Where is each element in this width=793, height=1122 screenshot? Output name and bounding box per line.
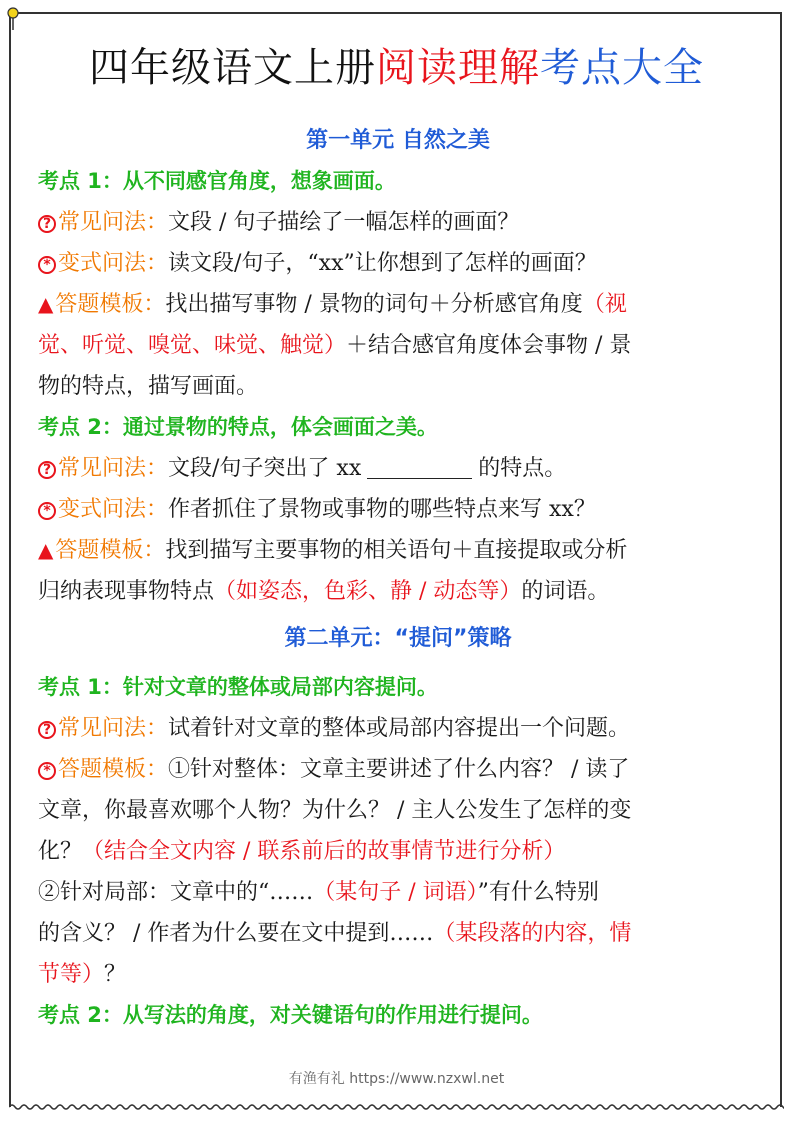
template-red: （某段落的内容，情	[433, 921, 632, 946]
template-label: 答题模板：	[58, 757, 169, 782]
variant-text: 作者抓住了景物或事物的哪些特点来写 xx？	[168, 497, 596, 522]
unit2-kd1-common	[38, 708, 758, 749]
template-red: （结合全文内容 / 联系前后的故事情节进行分析）	[82, 839, 566, 864]
unit1-kd1-variant	[38, 243, 758, 284]
template-text: ①针对整体：文章主要讲述了什么内容？ / 读了	[168, 757, 630, 782]
title-part-blue: 考点大全	[540, 45, 704, 91]
common-label: 常见问法：	[58, 456, 169, 481]
variant-label: 变式问法：	[58, 497, 169, 522]
content	[38, 120, 758, 1036]
page-title	[0, 38, 793, 98]
question-circle-icon: ?	[38, 461, 56, 479]
title-part-black: 四年级语文上册	[89, 45, 376, 91]
template-label: 答题模板：	[55, 538, 166, 563]
unit1-heading: 第一单元 自然之美	[306, 128, 490, 153]
unit2-kd2-heading: 考点 2：从写法的角度，对关键语句的作用进行提问。	[38, 1003, 543, 1027]
template-red: 觉、听觉、嗅觉、味觉、触觉）	[38, 333, 347, 358]
template-label: 答题模板：	[55, 292, 166, 317]
unit2-kd1-template	[38, 749, 758, 995]
triangle-icon: ▲	[38, 292, 54, 316]
star-circle-icon: *	[38, 762, 56, 780]
template-text: ②针对局部：文章中的“……	[38, 880, 314, 905]
template-red: （某句子 / 词语）	[313, 880, 478, 905]
template-text: 找到描写主要事物的相关语句＋直接提取或分析	[165, 538, 628, 563]
unit2-heading: 第二单元：“提问”策略	[284, 626, 512, 651]
unit1-kd1-common	[38, 202, 758, 243]
template-text: 的词语。	[521, 579, 610, 604]
unit1-kd1-heading: 考点 1：从不同感官角度，想象画面。	[38, 169, 396, 193]
title-part-red: 阅读理解	[376, 45, 540, 91]
template-red: 节等）	[38, 962, 105, 987]
unit2-kd1-heading: 考点 1：针对文章的整体或局部内容提问。	[38, 675, 438, 699]
pushpin-icon	[4, 6, 22, 32]
common-label: 常见问法：	[58, 716, 169, 741]
template-text: 归纳表现事物特点	[38, 579, 215, 604]
template-text: 的含义？ / 作者为什么要在文中提到……	[38, 921, 434, 946]
template-text: 物的特点，描写画面。	[38, 374, 259, 399]
variant-label: 变式问法：	[58, 251, 169, 276]
template-text: ”有什么特别	[477, 880, 599, 905]
template-text: 找出描写事物 / 景物的词句＋分析感官角度	[165, 292, 583, 317]
star-circle-icon: *	[38, 256, 56, 274]
template-red: （如姿态，色彩、静 / 动态等）	[214, 579, 522, 604]
footer-watermark: 有渔有礼 https://www.nzxwl.net	[288, 1071, 505, 1087]
star-circle-icon: *	[38, 502, 56, 520]
unit1-kd2-variant	[38, 489, 758, 530]
common-text: 文段/句子突出了 xx	[168, 456, 362, 481]
common-text: 试着针对文章的整体或局部内容提出一个问题。	[168, 716, 631, 741]
unit1-kd2-common	[38, 448, 758, 489]
unit1-kd2-heading: 考点 2：通过景物的特点，体会画面之美。	[38, 415, 438, 439]
common-label: 常见问法：	[58, 210, 169, 235]
template-red: （视	[582, 292, 627, 317]
common-text: 文段 / 句子描绘了一幅怎样的画面？	[168, 210, 520, 235]
template-text: ＋结合感官角度体会事物 / 景	[346, 333, 632, 358]
fill-blank	[367, 456, 472, 479]
triangle-icon: ▲	[38, 538, 54, 562]
unit1-kd1-template	[38, 284, 758, 407]
question-circle-icon: ?	[38, 721, 56, 739]
template-text: 文章，你最喜欢哪个人物？为什么？ / 主人公发生了怎样的变	[38, 798, 632, 823]
common-text: 的特点。	[478, 456, 567, 481]
template-text: 化？	[38, 839, 83, 864]
bottom-wavy-border	[9, 1100, 784, 1114]
template-text: ？	[104, 962, 127, 987]
unit1-kd2-template	[38, 530, 758, 612]
variant-text: 读文段/句子，“xx”让你想到了怎样的画面？	[168, 251, 597, 276]
question-circle-icon: ?	[38, 215, 56, 233]
